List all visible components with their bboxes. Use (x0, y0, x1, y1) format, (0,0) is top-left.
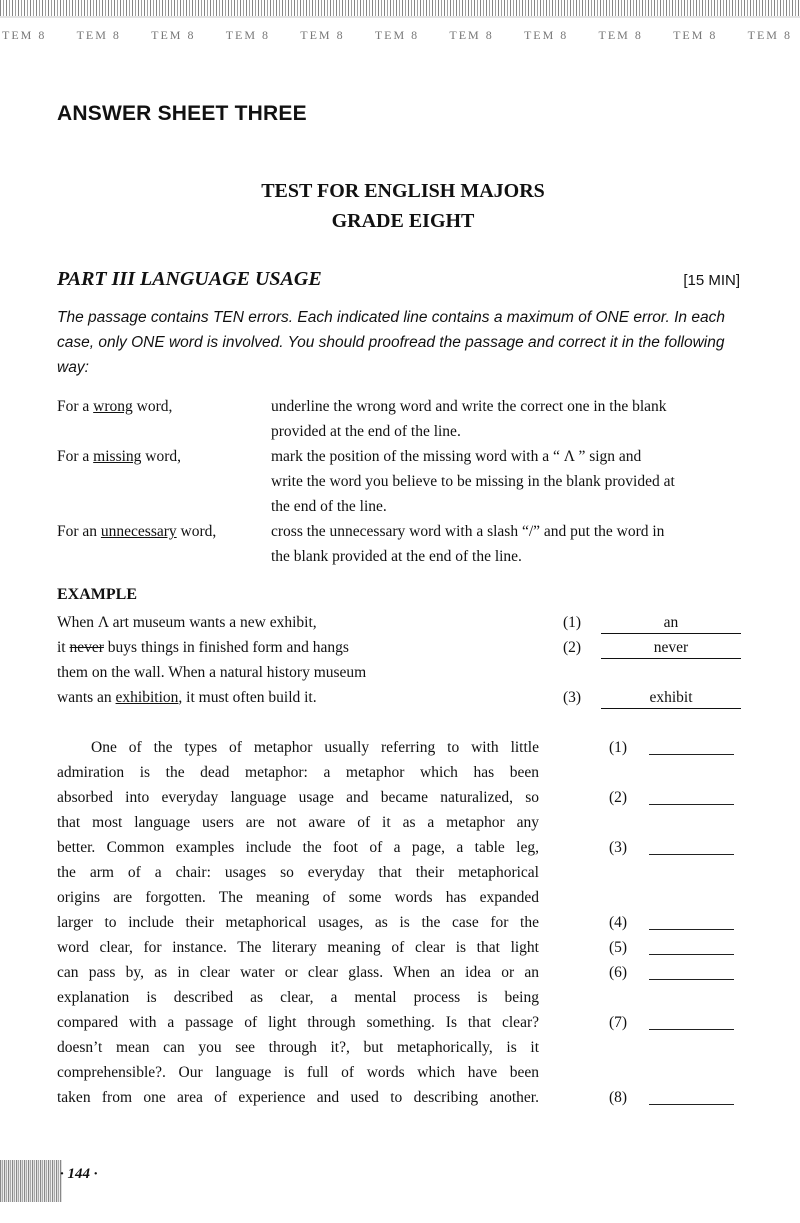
blank-line[interactable] (649, 739, 734, 755)
running-header-item: TEM 8 (374, 28, 420, 42)
answer-blank[interactable] (609, 1010, 627, 1035)
instructions: The passage contains TEN errors. Each indicated line contains a maximum of ONE error. In each case, only ONE word is involved. You should proofread the passage and correct it in the following way: (57, 309, 725, 376)
running-header (0, 28, 800, 48)
example-answer (563, 610, 679, 635)
example-text: , it must often build it. (178, 689, 317, 706)
rule-label-pre: For an (57, 523, 101, 540)
rule-description (271, 394, 741, 444)
rule-label-pre: For a (57, 398, 94, 415)
running-header-item: TEM 8 (449, 28, 494, 42)
passage-line: One of the types of metaphor usually referring to with little (91, 739, 539, 756)
example-line (57, 610, 317, 635)
answer-blank[interactable] (609, 1085, 627, 1110)
running-header-item: TEM 8 (300, 28, 345, 42)
test-title (0, 176, 800, 236)
sheet-title: ANSWER SHEET THREE (57, 102, 307, 125)
blank-number: (5) (609, 939, 628, 956)
rule-label-key: missing (93, 448, 142, 465)
running-header-item: TEM 8 (598, 28, 643, 42)
answer-value: never (601, 637, 741, 659)
rule-description-line: the end of the line. (271, 498, 387, 515)
example-underlined-word: exhibition (115, 689, 179, 706)
blank-line[interactable] (649, 939, 734, 955)
blank-number: (6) (609, 964, 628, 981)
rule-label-post: word, (141, 448, 182, 465)
blank-line[interactable] (649, 1089, 734, 1105)
answer-number: (2) (563, 639, 582, 656)
part-heading (57, 268, 740, 291)
example-line (57, 660, 366, 685)
example-line (57, 685, 317, 710)
passage-line: absorbed into everyday language usage and became naturalized, so (57, 789, 539, 806)
example-line (57, 635, 349, 660)
answer-blank[interactable] (609, 735, 627, 760)
running-header-item: TEM 8 (151, 28, 196, 42)
test-title-line: GRADE EIGHT (331, 210, 475, 232)
page-number: · 144 · (60, 1166, 98, 1182)
rule-description (271, 444, 741, 519)
passage-line: word clear, for instance. The literary meaning of clear is that light (57, 939, 539, 956)
rule-description-line: provided at the end of the line. (271, 423, 461, 440)
rule-label-post: word, (132, 398, 173, 415)
rule-description-line: the blank provided at the end of the line. (271, 548, 522, 565)
passage-line: doesn’t mean can you see through it?, but metaphorically, is it (57, 1039, 539, 1056)
answer-blank[interactable] (609, 935, 627, 960)
example-text: wants an (57, 689, 116, 706)
blank-number: (8) (609, 1089, 628, 1106)
answer-value: exhibit (601, 687, 741, 709)
rule-label (57, 394, 267, 419)
blank-line[interactable] (649, 789, 734, 805)
answer-blank[interactable] (609, 910, 627, 935)
running-header-item: TEM 8 (747, 28, 792, 42)
rule-label (57, 519, 267, 544)
rule-label-pre: For a (57, 448, 94, 465)
rule-label-post: word, (176, 523, 217, 540)
rule-description-line: mark the position of the missing word with a “ Λ ” sign and (271, 448, 642, 465)
rule-description-line: underline the wrong word and write the correct one in the blank (271, 398, 667, 415)
rule-description-line: write the word you believe to be missing in the blank provided at (271, 473, 675, 490)
blank-number: (3) (609, 839, 628, 856)
example-text: them on the wall. When a natural history museum (57, 664, 367, 681)
example-struck-word: never (69, 639, 104, 656)
scan-footer-band (0, 1160, 62, 1202)
running-header-item: TEM 8 (673, 28, 718, 42)
part-title: PART III LANGUAGE USAGE (57, 268, 322, 290)
scan-header-band (0, 0, 800, 16)
answer-blank[interactable] (609, 785, 627, 810)
answer-blank[interactable] (609, 835, 627, 860)
running-header-item: TEM 8 (2, 28, 47, 42)
blank-number: (2) (609, 789, 628, 806)
passage-line: admiration is the dead metaphor: a metaphor which has been (57, 764, 539, 781)
test-title-line: TEST FOR ENGLISH MAJORS (261, 180, 545, 202)
rule-label (57, 444, 267, 469)
example-text: When Λ art museum wants a new exhibit, (57, 614, 317, 631)
passage-line: origins are forgotten. The meaning of some words has expanded (57, 889, 539, 906)
passage-line: better. Common examples include the foot of a page, a table leg, (57, 839, 539, 856)
answer-blank[interactable] (609, 960, 627, 985)
running-header-item: TEM 8 (76, 28, 121, 42)
passage-line: taken from one area of experience and used to describing another. (57, 1089, 539, 1106)
blank-line[interactable] (649, 1014, 734, 1030)
answer-number: (3) (563, 689, 582, 706)
example-answer (563, 685, 693, 710)
running-header-item: TEM 8 (225, 28, 271, 42)
part-time: [15 MIN] (683, 272, 740, 289)
rule-description (271, 519, 741, 569)
rule-description-line: cross the unnecessary word with a slash “/” and put the word in (271, 523, 665, 540)
rule-label-key: unnecessary (100, 523, 177, 540)
passage-line: comprehensible?. Our language is full of words which have been (57, 1064, 539, 1081)
blank-line[interactable] (649, 914, 734, 930)
example-text: buys things in finished form and hangs (103, 639, 349, 656)
example-answer (563, 635, 689, 660)
blank-line[interactable] (649, 839, 734, 855)
blank-line[interactable] (649, 964, 734, 980)
example-heading: EXAMPLE (57, 586, 137, 603)
example-text: it (57, 639, 70, 656)
passage-line: compared with a passage of light through something. Is that clear? (57, 1014, 539, 1031)
answer-number: (1) (563, 614, 582, 631)
passage-line: larger to include their metaphorical usages, as is the case for the (57, 914, 539, 931)
running-header-item: TEM 8 (523, 28, 569, 42)
passage-line: that most language users are not aware of it as a metaphor any (57, 814, 539, 831)
passage-line: the arm of a chair: usages so everyday that their metaphorical (57, 864, 539, 881)
rule-label-key: wrong (93, 398, 133, 415)
passage-line: can pass by, as in clear water or clear glass. When an idea or an (57, 964, 539, 981)
blank-number: (4) (609, 914, 628, 931)
blank-number: (1) (609, 739, 628, 756)
blank-number: (7) (609, 1014, 628, 1031)
answer-value: an (601, 612, 741, 634)
passage-line: explanation is described as clear, a mental process is being (57, 989, 539, 1006)
